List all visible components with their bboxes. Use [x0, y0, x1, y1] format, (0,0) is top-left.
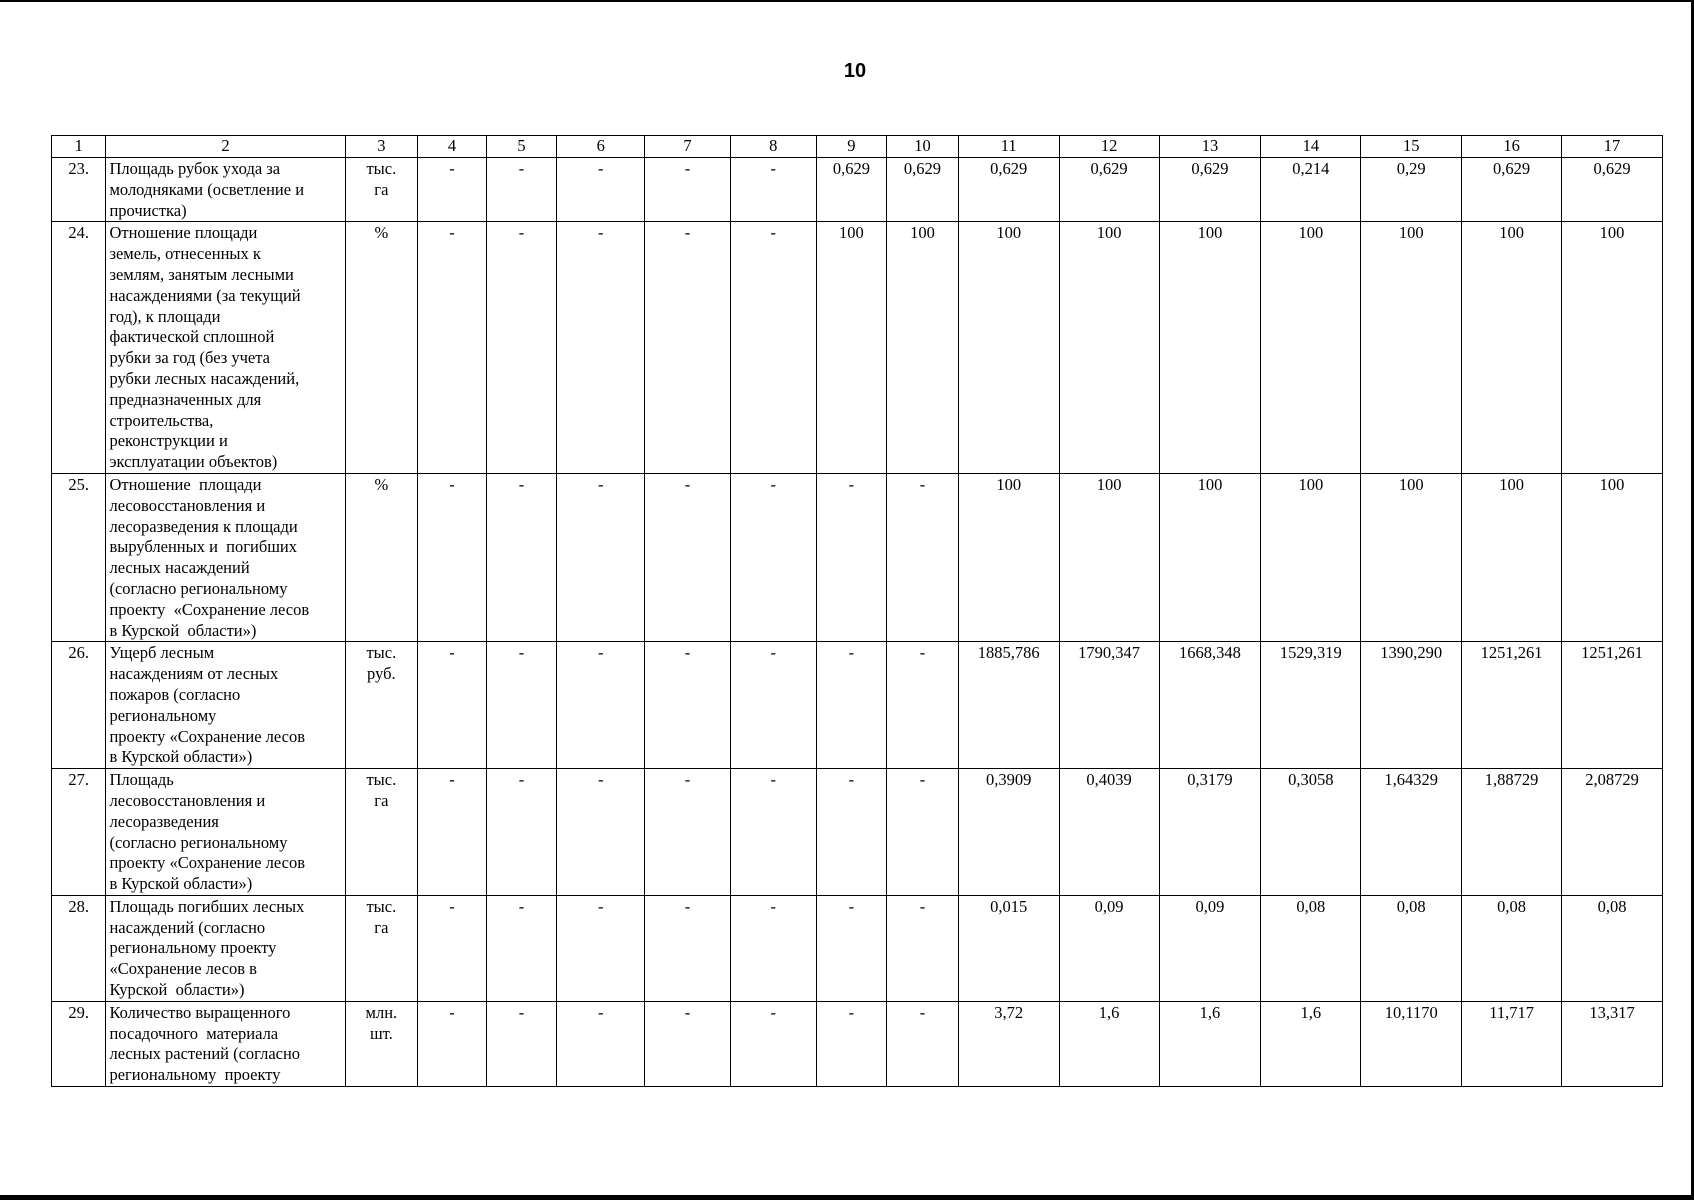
indicator-name-line: лесовосстановления и: [109, 790, 266, 810]
value-cell: -: [418, 158, 487, 222]
unit-of-measure: [345, 473, 418, 641]
column-header: 4: [418, 136, 487, 158]
value-cell: -: [730, 769, 816, 896]
row-number: 26.: [52, 642, 106, 769]
indicator-name-line: «Сохранение лесов в: [109, 959, 257, 979]
value-cell: -: [486, 473, 557, 641]
value-cell: -: [816, 769, 887, 896]
table-row: [52, 1001, 1663, 1086]
value-cell: -: [418, 895, 487, 1001]
column-header: 6: [557, 136, 645, 158]
indicator-name-line: год), к площади: [109, 306, 221, 326]
value-cell: -: [730, 473, 816, 641]
column-header: 12: [1059, 136, 1159, 158]
value-cell: 1790,347: [1059, 642, 1159, 769]
indicator-name-line: региональному: [109, 705, 217, 725]
value-cell: -: [486, 1001, 557, 1086]
value-cell: -: [557, 769, 645, 896]
value-cell: 0,629: [1562, 158, 1663, 222]
value-cell: -: [557, 642, 645, 769]
unit-of-measure: [345, 895, 418, 1001]
indicator-name-line: Отношение площади: [109, 223, 258, 243]
unit-line: тыс.: [366, 643, 397, 663]
column-header: 5: [486, 136, 557, 158]
unit-of-measure: [345, 642, 418, 769]
row-number: 29.: [52, 1001, 106, 1086]
unit-of-measure: [345, 222, 418, 474]
indicator-name-line: молодняками (осветление и: [109, 179, 305, 199]
value-cell: -: [486, 158, 557, 222]
value-cell: -: [418, 222, 487, 474]
column-header: 10: [887, 136, 959, 158]
value-cell: 0,3058: [1261, 769, 1361, 896]
value-cell: 0,629: [816, 158, 887, 222]
scan-border-top: [0, 0, 1694, 2]
value-cell: -: [557, 1001, 645, 1086]
indicator-name-line: (согласно региональному: [109, 832, 288, 852]
value-cell: -: [557, 473, 645, 641]
indicator-name-line: фактической сплошной: [109, 327, 275, 347]
indicator-name: [106, 769, 345, 896]
unit-line: га: [374, 790, 389, 810]
indicator-name-line: земель, отнесенных к: [109, 244, 261, 264]
value-cell: -: [418, 1001, 487, 1086]
value-cell: 1251,261: [1562, 642, 1663, 769]
unit-line: тыс.: [366, 896, 397, 916]
value-cell: 100: [1361, 222, 1462, 474]
unit-line: шт.: [369, 1023, 393, 1043]
table-row: [52, 895, 1663, 1001]
table-row: [52, 158, 1663, 222]
scan-border-bottom: [0, 1195, 1694, 1200]
indicator-name: [106, 222, 345, 474]
value-cell: 0,09: [1059, 895, 1159, 1001]
value-cell: 0,08: [1562, 895, 1663, 1001]
indicator-name-line: Курской области»): [109, 980, 245, 1000]
value-cell: -: [557, 222, 645, 474]
value-cell: -: [730, 895, 816, 1001]
value-cell: 1251,261: [1462, 642, 1562, 769]
indicator-name-line: эксплуатации объектов): [109, 452, 278, 472]
value-cell: -: [418, 473, 487, 641]
row-number: 23.: [52, 158, 106, 222]
value-cell: 2,08729: [1562, 769, 1663, 896]
value-cell: 11,717: [1462, 1001, 1562, 1086]
indicator-name-line: землям, занятым лесными: [109, 264, 294, 284]
value-cell: 100: [1562, 473, 1663, 641]
value-cell: -: [887, 642, 959, 769]
value-cell: 100: [958, 473, 1059, 641]
value-cell: 100: [887, 222, 959, 474]
value-cell: 100: [1261, 222, 1361, 474]
indicator-name-line: (согласно региональному: [109, 578, 288, 598]
value-cell: -: [816, 895, 887, 1001]
indicator-name-line: Площадь погибших лесных: [109, 896, 305, 916]
value-cell: -: [816, 473, 887, 641]
column-header: 3: [345, 136, 418, 158]
column-header: 16: [1462, 136, 1562, 158]
indicator-name-line: насаждениям от лесных: [109, 664, 279, 684]
value-cell: 0,09: [1159, 895, 1261, 1001]
value-cell: 100: [1361, 473, 1462, 641]
value-cell: -: [557, 158, 645, 222]
unit-of-measure: [345, 158, 418, 222]
value-cell: -: [730, 222, 816, 474]
value-cell: -: [645, 1001, 731, 1086]
unit-line: тыс.: [366, 770, 397, 790]
indicators-table: [51, 135, 1663, 1087]
indicator-name-line: посадочного материала: [109, 1023, 279, 1043]
indicator-name: [106, 1001, 345, 1086]
value-cell: 13,317: [1562, 1001, 1663, 1086]
row-number: 25.: [52, 473, 106, 641]
indicator-name-line: Количество выращенного: [109, 1002, 291, 1022]
value-cell: 0,08: [1261, 895, 1361, 1001]
column-number-row: [52, 136, 1663, 158]
value-cell: -: [645, 769, 731, 896]
indicator-name-line: строительства,: [109, 410, 214, 430]
value-cell: -: [486, 769, 557, 896]
unit-line: га: [374, 917, 389, 937]
value-cell: 1668,348: [1159, 642, 1261, 769]
unit-line: тыс.: [366, 159, 397, 178]
value-cell: 0,3179: [1159, 769, 1261, 896]
indicator-name-line: лесных насаждений: [109, 558, 250, 578]
value-cell: -: [645, 222, 731, 474]
indicator-name: [106, 642, 345, 769]
value-cell: -: [557, 895, 645, 1001]
unit-of-measure: [345, 1001, 418, 1086]
indicator-name-line: вырубленных и погибших: [109, 537, 298, 557]
indicator-name-line: в Курской области»): [109, 747, 253, 767]
unit-line: %: [374, 223, 389, 243]
unit-line: га: [374, 179, 389, 199]
value-cell: 0,629: [1462, 158, 1562, 222]
value-cell: 0,629: [1159, 158, 1261, 222]
table-row: [52, 642, 1663, 769]
column-header: 9: [816, 136, 887, 158]
indicator-name-line: проекту «Сохранение лесов: [109, 853, 306, 873]
indicator-name-line: насаждениями (за текущий: [109, 285, 301, 305]
value-cell: -: [486, 222, 557, 474]
value-cell: -: [816, 642, 887, 769]
indicator-name-line: предназначенных для: [109, 389, 262, 409]
column-header: 13: [1159, 136, 1261, 158]
indicator-name-line: насаждений (согласно: [109, 917, 266, 937]
value-cell: 1529,319: [1261, 642, 1361, 769]
value-cell: 0,08: [1361, 895, 1462, 1001]
value-cell: 0,08: [1462, 895, 1562, 1001]
indicator-name-line: проекту «Сохранение лесов: [109, 726, 306, 746]
value-cell: -: [730, 158, 816, 222]
table-body: [52, 158, 1663, 1087]
indicator-name-line: пожаров (согласно: [109, 684, 241, 704]
column-header: 7: [645, 136, 731, 158]
column-header: 11: [958, 136, 1059, 158]
table-row: [52, 222, 1663, 474]
value-cell: 0,629: [1059, 158, 1159, 222]
value-cell: 0,214: [1261, 158, 1361, 222]
table-row: [52, 473, 1663, 641]
value-cell: -: [645, 158, 731, 222]
value-cell: 100: [1159, 222, 1261, 474]
table-row: [52, 769, 1663, 896]
value-cell: -: [645, 473, 731, 641]
value-cell: 100: [958, 222, 1059, 474]
indicator-name-line: лесовосстановления и: [109, 495, 266, 515]
value-cell: 100: [1159, 473, 1261, 641]
value-cell: -: [730, 1001, 816, 1086]
value-cell: -: [486, 642, 557, 769]
column-header: 15: [1361, 136, 1462, 158]
value-cell: -: [645, 642, 731, 769]
indicator-name-line: рубки за год (без учета: [109, 348, 270, 368]
indicator-name-line: рубки лесных насаждений,: [109, 368, 300, 388]
column-header: 17: [1562, 136, 1663, 158]
value-cell: -: [645, 895, 731, 1001]
column-header: 1: [52, 136, 106, 158]
unit-of-measure: [345, 769, 418, 896]
indicator-name-line: Площадь: [109, 770, 174, 790]
value-cell: 0,015: [958, 895, 1059, 1001]
value-cell: 0,4039: [1059, 769, 1159, 896]
indicator-name-line: лесоразведения к площади: [109, 516, 298, 536]
indicator-name-line: лесоразведения: [109, 811, 219, 831]
indicator-name: [106, 158, 345, 222]
value-cell: 0,29: [1361, 158, 1462, 222]
indicator-name-line: Ущерб лесным: [109, 643, 215, 663]
value-cell: 1,6: [1059, 1001, 1159, 1086]
indicator-name-line: Отношение площади: [109, 474, 262, 494]
indicator-name-line: региональному проекту: [109, 938, 277, 958]
value-cell: -: [887, 895, 959, 1001]
value-cell: 100: [816, 222, 887, 474]
indicator-name-line: реконструкции и: [109, 431, 228, 451]
value-cell: 10,1170: [1361, 1001, 1462, 1086]
value-cell: -: [486, 895, 557, 1001]
value-cell: 1390,290: [1361, 642, 1462, 769]
indicator-name: [106, 895, 345, 1001]
value-cell: -: [887, 473, 959, 641]
column-header: 2: [106, 136, 345, 158]
indicator-name: [106, 473, 345, 641]
value-cell: 0,629: [887, 158, 959, 222]
indicator-name-line: проекту «Сохранение лесов: [109, 599, 310, 619]
row-number: 28.: [52, 895, 106, 1001]
indicator-name-line: в Курской области»): [109, 874, 253, 894]
column-header: 8: [730, 136, 816, 158]
value-cell: 100: [1462, 222, 1562, 474]
value-cell: 1,6: [1159, 1001, 1261, 1086]
value-cell: 0,629: [958, 158, 1059, 222]
indicator-name-line: региональному проекту: [109, 1065, 281, 1085]
value-cell: 1,88729: [1462, 769, 1562, 896]
value-cell: 100: [1059, 473, 1159, 641]
value-cell: -: [887, 769, 959, 896]
value-cell: 100: [1462, 473, 1562, 641]
value-cell: 3,72: [958, 1001, 1059, 1086]
value-cell: 100: [1562, 222, 1663, 474]
value-cell: -: [816, 1001, 887, 1086]
indicator-name-line: в Курской области»): [109, 620, 257, 640]
column-header: 14: [1261, 136, 1361, 158]
value-cell: 1,6: [1261, 1001, 1361, 1086]
value-cell: 0,3909: [958, 769, 1059, 896]
unit-line: %: [374, 474, 389, 494]
indicator-name-line: лесных растений (согласно: [109, 1044, 301, 1064]
value-cell: -: [887, 1001, 959, 1086]
value-cell: 100: [1261, 473, 1361, 641]
value-cell: -: [418, 642, 487, 769]
unit-line: руб.: [367, 664, 396, 684]
page-number: 10: [843, 60, 867, 82]
unit-line: млн.: [365, 1002, 398, 1022]
indicator-name-line: Площадь рубок ухода за: [109, 159, 281, 178]
row-number: 24.: [52, 222, 106, 474]
value-cell: 100: [1059, 222, 1159, 474]
value-cell: -: [418, 769, 487, 896]
value-cell: -: [730, 642, 816, 769]
indicator-name-line: прочистка): [109, 200, 187, 220]
value-cell: 1,64329: [1361, 769, 1462, 896]
value-cell: 1885,786: [958, 642, 1059, 769]
row-number: 27.: [52, 769, 106, 896]
